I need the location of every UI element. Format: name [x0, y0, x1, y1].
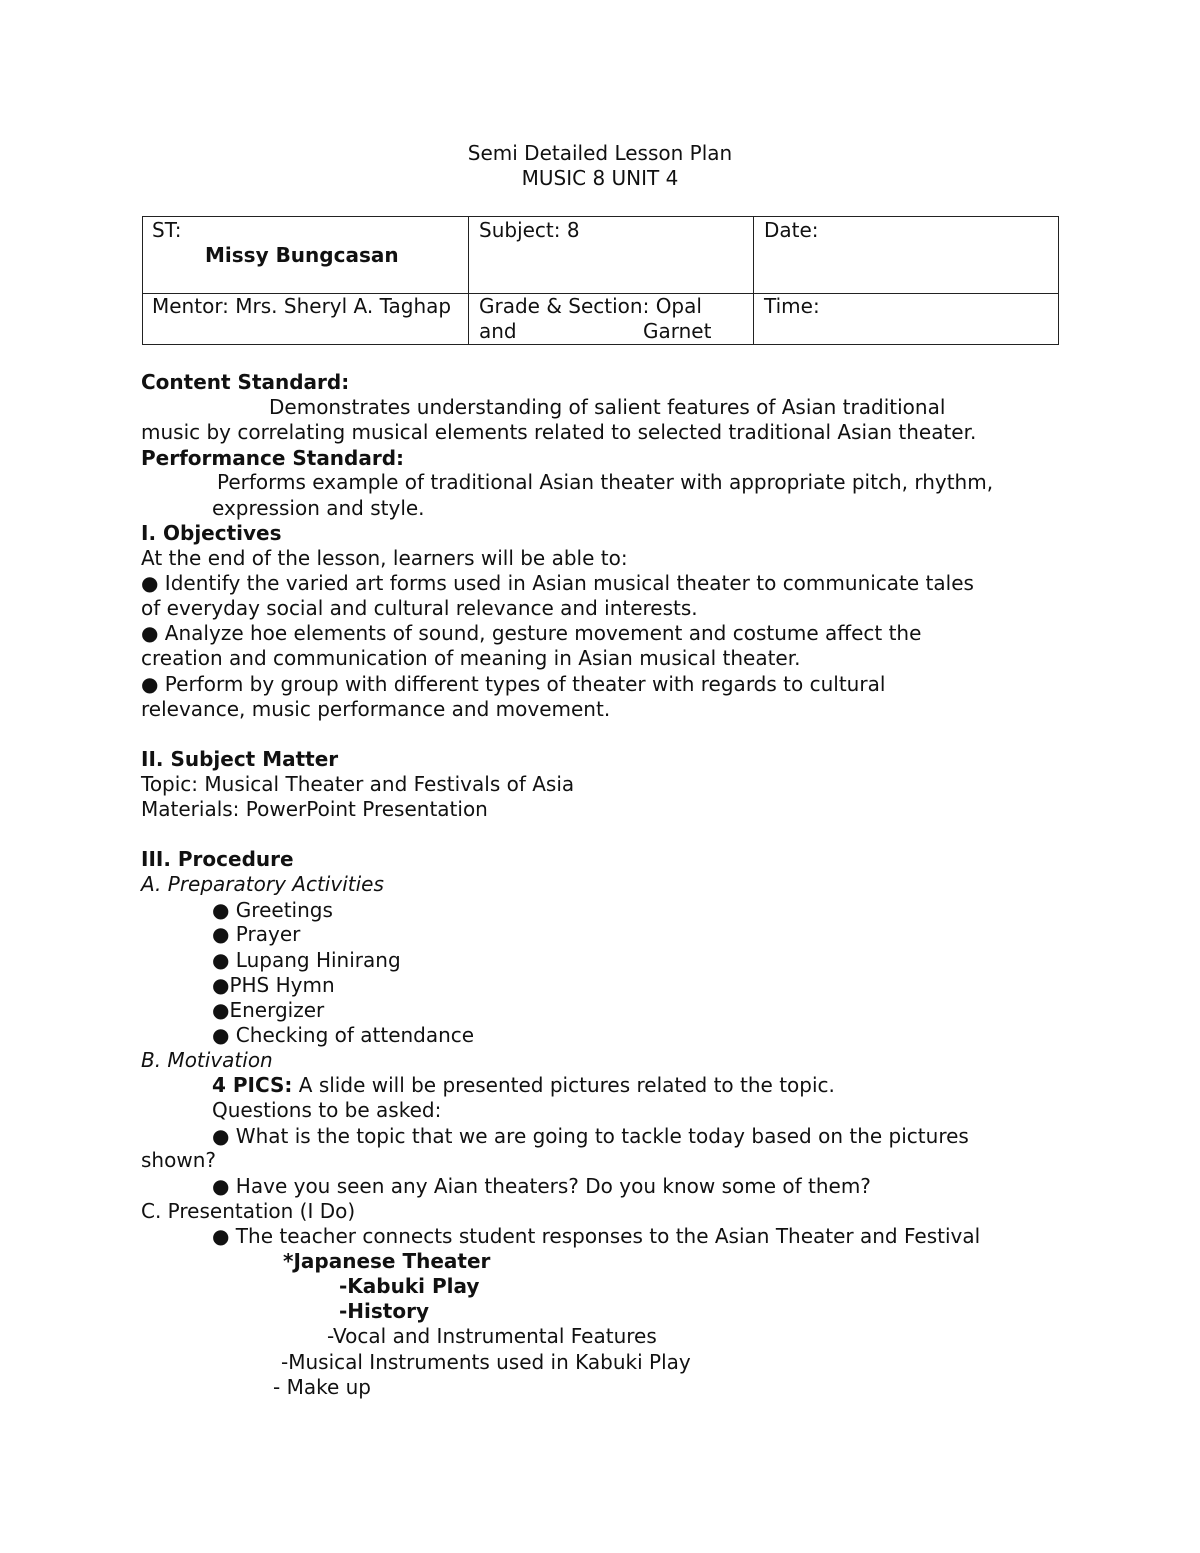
performance-standard-line2: expression and style.: [212, 496, 425, 520]
preparatory-item: ● Greetings: [212, 898, 333, 922]
objective-line: relevance, music performance and movement.: [141, 697, 611, 721]
grade-section-garnet: Garnet: [643, 319, 712, 343]
four-pics-text: A slide will be presented pictures related to the topic.: [292, 1073, 835, 1097]
vocal-instrumental-features: -Vocal and Instrumental Features: [327, 1324, 657, 1348]
grade-section-label: Grade & Section: Opal: [479, 294, 702, 318]
document-subtitle: MUSIC 8 UNIT 4: [521, 166, 679, 190]
presentation-label: C. Presentation (I Do): [141, 1199, 356, 1223]
four-pics-line: [212, 1073, 835, 1098]
preparatory-item: ● Checking of attendance: [212, 1023, 475, 1047]
performance-standard-line1: Performs example of traditional Asian theater with appropriate pitch, rhythm,: [217, 470, 994, 494]
preparatory-item: ● Lupang Hinirang: [212, 948, 401, 972]
subject-matter-heading: II. Subject Matter: [141, 747, 339, 771]
question-1-continued: shown?: [141, 1148, 216, 1172]
question-2: ● Have you seen any Aian theaters? Do you know some of them?: [212, 1174, 871, 1198]
subject-label: Subject: 8: [479, 218, 580, 242]
question-1: ● What is the topic that we are going to tackle today based on the pictures: [212, 1124, 969, 1148]
document-title: Semi Detailed Lesson Plan: [467, 141, 733, 165]
st-name: Missy Bungcasan: [205, 243, 399, 267]
objective-line: ● Perform by group with different types of theater with regards to cultural: [141, 672, 886, 696]
preparatory-activities-label: A. Preparatory Activities: [141, 872, 384, 896]
kabuki-play: -Kabuki Play: [339, 1274, 480, 1298]
motivation-label: B. Motivation: [141, 1048, 273, 1072]
four-pics-label: 4 PICS:: [212, 1073, 293, 1097]
date-label: Date:: [764, 218, 819, 242]
st-label: ST:: [152, 218, 182, 242]
subject-matter-topic: Topic: Musical Theater and Festivals of Asia: [141, 772, 575, 796]
objectives-heading: I. Objectives: [141, 521, 282, 545]
objective-line: of everyday social and cultural relevance and interests.: [141, 596, 698, 620]
subject-matter-materials: Materials: PowerPoint Presentation: [141, 797, 488, 821]
presentation-item: ● The teacher connects student responses to the Asian Theater and Festival: [212, 1224, 981, 1248]
preparatory-item: ●Energizer: [212, 998, 325, 1022]
time-label: Time:: [764, 294, 820, 318]
questions-label: Questions to be asked:: [212, 1098, 442, 1122]
make-up: - Make up: [273, 1375, 371, 1399]
objectives-intro: At the end of the lesson, learners will be able to:: [141, 546, 628, 570]
japanese-theater: *Japanese Theater: [283, 1249, 491, 1273]
procedure-heading: III. Procedure: [141, 847, 294, 871]
mentor-label: Mentor: Mrs. Sheryl A. Taghap: [152, 294, 452, 318]
preparatory-item: ●PHS Hymn: [212, 973, 335, 997]
performance-standard-heading: Performance Standard:: [141, 446, 405, 470]
content-standard-line2: music by correlating musical elements related to selected traditional Asian theater.: [141, 420, 977, 444]
objective-line: ● Identify the varied art forms used in Asian musical theater to communicate tales: [141, 571, 974, 595]
content-standard-heading: Content Standard:: [141, 370, 350, 394]
musical-instruments: -Musical Instruments used in Kabuki Play: [281, 1350, 691, 1374]
preparatory-item: ● Prayer: [212, 922, 301, 946]
grade-section-and: and: [479, 319, 517, 343]
content-standard-line1: Demonstrates understanding of salient features of Asian traditional: [269, 395, 946, 419]
objective-line: ● Analyze hoe elements of sound, gesture movement and costume affect the: [141, 621, 922, 645]
history: -History: [339, 1299, 429, 1323]
objective-line: creation and communication of meaning in Asian musical theater.: [141, 646, 801, 670]
